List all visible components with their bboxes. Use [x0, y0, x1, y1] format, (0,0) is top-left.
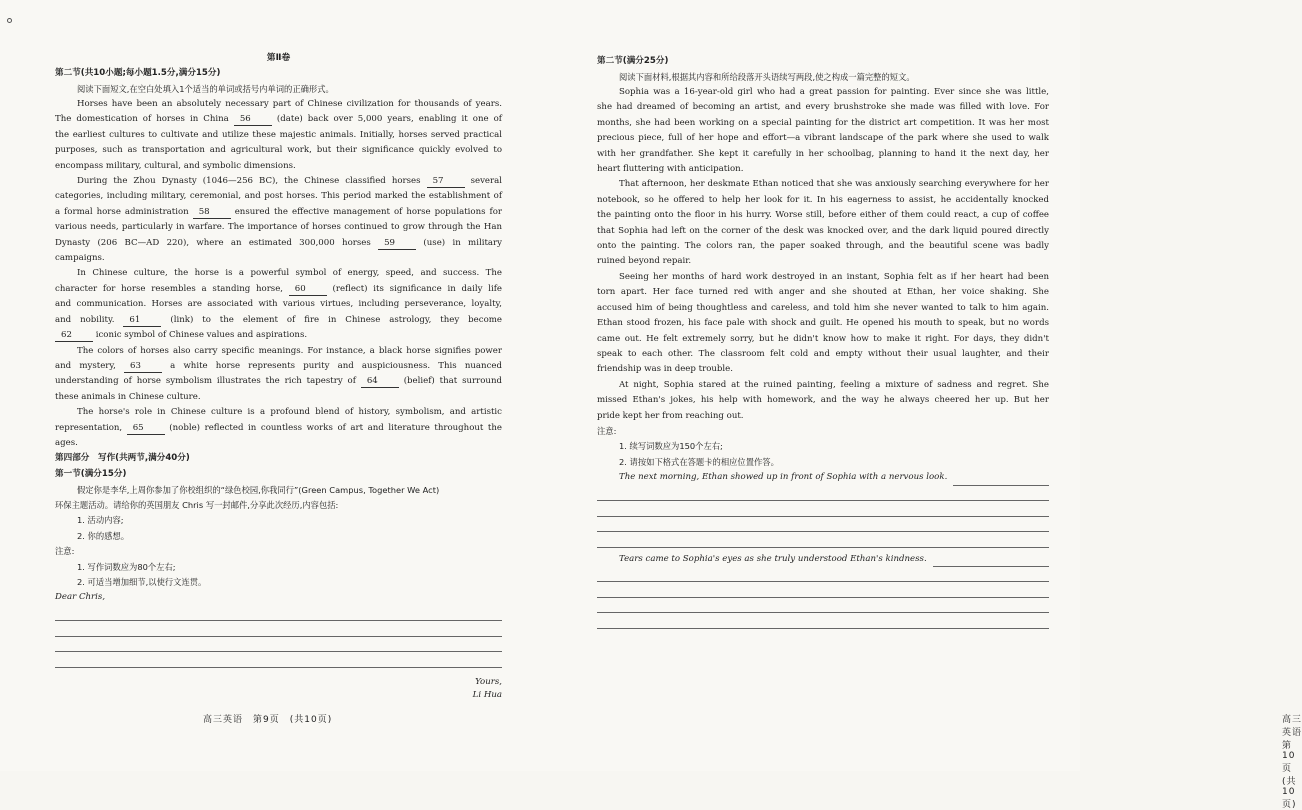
answer-line[interactable]: [55, 621, 502, 637]
text-segment: character for horse resembles a standing horse,: [55, 283, 289, 294]
text-line: speak to each other. The classroom felt cold and empty without their usual laughter, and their: [597, 348, 1049, 359]
text-segment: a formal horse administration: [55, 206, 193, 217]
answer-line[interactable]: [953, 475, 1049, 486]
prompt-line-2: [597, 552, 1049, 567]
text-line: [55, 313, 502, 328]
writing-task-line-2: 环保主题活动。请给你的英国朋友 Chris 写一封邮件,分享此次经历,内容包括:: [55, 499, 339, 510]
text-line: the painting onto the floor in his hurry. Worse still, before either of them could react, a cup of coffee: [597, 210, 1049, 221]
section2-instruction: 阅读下面短文,在空白处填入1个适当的单词或括号内单词的正确形式。: [77, 83, 334, 94]
signature: Li Hua: [472, 689, 502, 700]
writing-point-1: 1. 活动内容;: [77, 515, 124, 526]
text-line: Sophia was a 16-year-old girl who had a great passion for painting. Ever since she was little,: [619, 87, 1049, 97]
writing-section1-heading: 第一节(满分15分): [55, 468, 127, 479]
text-line: heart fluttering with anticipation.: [597, 164, 744, 175]
writing-task-line-1: 假定你是李华,上周你参加了你校组织的“绿色校园,你我同行”(Green Campus, Together We Act): [77, 484, 440, 495]
text-segment: ensured the effective management of horse populations for: [230, 206, 502, 217]
passage-paragraph-5: [55, 405, 502, 451]
page-footer: 高三英语 第9页 (共10页): [203, 715, 333, 725]
text-line: friendship was in deep trouble.: [597, 364, 733, 375]
answer-line[interactable]: [597, 582, 1049, 598]
text-line: the earliest cultures to cultivate and utilize these majestic animals. Initially, horses served practical: [55, 129, 502, 140]
text-line: [55, 205, 502, 220]
text-segment: During the Zhou Dynasty (1046—256 BC), the Chinese classified horses: [77, 176, 427, 187]
story-paragraph-2: [597, 177, 1049, 269]
answer-line[interactable]: [597, 567, 1049, 583]
passage-paragraph-1: [55, 97, 502, 174]
right-page: [540, 0, 1302, 810]
prompt-1: The next morning, Ethan showed up in front of Sophia with a nervous look.: [619, 472, 948, 483]
text-segment: Dynasty (206 BC—AD 220), where an estimated 300,000 horses: [55, 237, 379, 248]
text-line: torn apart. Her face turned red with anger and she shouted at Ethan, her voice shaking. She: [597, 287, 1049, 298]
blank-59[interactable]: 59: [378, 238, 416, 250]
story-paragraph-4: [597, 378, 1049, 424]
text-segment: and nobility.: [55, 314, 124, 325]
text-segment: representation,: [55, 422, 127, 433]
salutation: Dear Chris,: [55, 592, 106, 603]
text-segment: (use) in military: [416, 237, 502, 248]
text-segment: several: [464, 176, 502, 187]
binding-mark: [7, 18, 12, 23]
writing-point-2: 2. 你的感想。: [77, 530, 130, 541]
text-line: ages.: [55, 437, 78, 448]
blank-64[interactable]: 64: [361, 376, 399, 388]
answer-line[interactable]: [55, 637, 502, 653]
text-line: these animals in Chinese culture.: [55, 391, 201, 402]
text-line: precious piece, full of her hope and effort—a vibrant landscape of the park where she used to walk: [597, 133, 1049, 144]
answer-line[interactable]: [933, 556, 1049, 567]
text-line: Horses have been an absolutely necessary part of Chinese civilization for thousands of years.: [77, 99, 502, 109]
blank-61[interactable]: 61: [123, 315, 161, 327]
continuation-heading: 第二节(满分25分): [597, 56, 669, 66]
text-line: missed Ethan's jokes, his help with homework, and the way he always cheered her up. But her: [597, 395, 1049, 406]
note-1: 1. 续写词数应为150个左右;: [619, 441, 723, 452]
text-segment: a white horse represents purity and auspiciousness. This nuanced: [162, 360, 502, 371]
blank-63[interactable]: 63: [124, 361, 162, 373]
text-line: In Chinese culture, the horse is a powerful symbol of energy, speed, and success. The: [77, 268, 502, 279]
text-line: The horse's role in Chinese culture is a profound blend of history, symbolism, and artistic: [77, 407, 502, 418]
text-line: campaigns.: [55, 253, 105, 264]
page-footer: 高三英语 第10页 (共10页): [1282, 715, 1302, 810]
blank-58[interactable]: 58: [193, 207, 231, 219]
section2-heading: 第二节(共10小题;每小题1.5分,满分15分): [55, 68, 221, 78]
text-line: notebook, so he offered to help her look for it. In his eagerness to assist, he accidentally knocked: [597, 194, 1049, 205]
passage-paragraph-4: [55, 344, 502, 406]
answer-line[interactable]: [597, 501, 1049, 517]
text-line: encompass military, cultural, and symbolic dimensions.: [55, 160, 296, 171]
text-line: [55, 174, 502, 189]
text-line: [55, 328, 502, 343]
text-line: ruined beyond repair.: [597, 256, 692, 267]
answer-line[interactable]: [597, 598, 1049, 614]
text-line: she had dreamed of becoming an artist, and every brushstroke she made was filled with love. For: [597, 102, 1049, 113]
text-line: onto the painting. The colors ran, the paper soaked through, and the beautiful scene was badly: [597, 241, 1049, 252]
story-paragraph-3: [597, 270, 1049, 378]
text-line: Seeing her months of hard work destroyed in an instant, Sophia felt as if her heart had been: [619, 271, 1049, 282]
text-line: At night, Sophia stared at the ruined painting, feeling a mixture of sadness and regret. She: [619, 379, 1049, 390]
blank-60[interactable]: 60: [289, 284, 327, 296]
text-segment: The domestication of horses in China: [55, 114, 234, 125]
closing: Yours,: [475, 676, 502, 687]
text-line: pride kept her from reaching out.: [597, 410, 744, 421]
answer-line[interactable]: [597, 532, 1049, 548]
answer-line[interactable]: [597, 486, 1049, 502]
text-line: months, she had been working on a special painting for the district art competition. It was her most: [597, 117, 1049, 128]
prompt-2: Tears came to Sophia's eyes as she truly understood Ethan's kindness.: [619, 553, 927, 564]
passage-paragraph-3: [55, 266, 502, 343]
continuation-instruction: 阅读下面材料,根据其内容和所给段落开头语续写两段,使之构成一篇完整的短文。: [619, 71, 915, 82]
text-segment: (link) to the element of fire in Chinese astrology, they become: [161, 314, 502, 325]
story-paragraph-1: [597, 85, 1049, 177]
right-column: [597, 54, 1049, 629]
blank-57[interactable]: 57: [427, 176, 465, 188]
note-label: 注意:: [55, 546, 75, 557]
left-page: [0, 0, 540, 771]
note-1: 1. 写作词数应为80个左右;: [77, 561, 176, 572]
text-segment: and mystery,: [55, 360, 124, 371]
text-segment: (noble) reflected in countless works of art and literature throughout the: [164, 422, 503, 433]
text-line: categories, including military, ceremonial, and post horses. This period marked the establishment of: [55, 191, 502, 202]
blank-65[interactable]: 65: [127, 423, 165, 435]
volume-title: 第Ⅱ卷: [266, 53, 291, 63]
answer-line[interactable]: [55, 652, 502, 668]
text-line: purposes, such as transportation and agricultural work, but their significance quickly evolved to: [55, 145, 502, 156]
answer-line[interactable]: [597, 613, 1049, 629]
text-segment: understanding of horse symbolism illustrates the rich tapestry of: [55, 376, 361, 387]
note-label: 注意:: [597, 425, 617, 436]
text-line: and communication. Horses are associated with various virtues, including perseverance, loyalty,: [55, 299, 502, 310]
text-line: various needs, particularly in warfare. The importance of horses continued to grow through the Han: [55, 222, 502, 233]
blank-62[interactable]: 62: [55, 330, 93, 342]
answer-line[interactable]: [597, 517, 1049, 533]
passage-paragraph-2: [55, 174, 502, 266]
text-line: [55, 236, 502, 251]
text-line: Ethan stood frozen, his face pale with shock and guilt. He opened his mouth to speak, but no words: [597, 318, 1049, 329]
text-line: [55, 421, 502, 436]
text-line: came out. He felt extremely sorry, but he didn't know how to make it right. For days, they didn't: [597, 333, 1049, 344]
part4-heading: 第四部分 写作(共两节,满分40分): [55, 453, 190, 464]
text-line: [55, 374, 502, 389]
text-line: That afternoon, her deskmate Ethan noticed that she was anxiously searching everywhere for her: [619, 179, 1049, 190]
text-segment: iconic symbol of Chinese values and aspirations.: [93, 330, 308, 341]
note-2: 2. 可适当增加细节,以使行文连贯。: [77, 576, 207, 587]
text-line: [55, 112, 502, 127]
text-line: [55, 282, 502, 297]
text-line: [55, 359, 502, 374]
text-segment: (reflect) its significance in daily life: [326, 283, 502, 294]
answer-line[interactable]: [55, 606, 502, 622]
text-line: that Sophia had left on the corner of the desk was knocked over, and the dark liquid poured directly: [597, 225, 1049, 236]
left-column: [55, 50, 502, 702]
prompt-line-1: [597, 470, 1049, 485]
text-segment: (date) back over 5,000 years, enabling it one of: [271, 114, 502, 125]
text-line: with her grandfather. She kept it carefully in her schoolbag, planning to hand it the next day, her: [597, 148, 1049, 159]
text-line: accused him of being thoughtless and careless, and told him she never wanted to talk to him again.: [597, 302, 1049, 313]
text-segment: (belief) that surround: [398, 376, 502, 387]
note-2: 2. 请按如下格式在答题卡的相应位置作答。: [619, 456, 779, 467]
blank-56[interactable]: 56: [234, 114, 272, 126]
text-line: The colors of horses also carry specific meanings. For instance, a black horse signifies power: [77, 345, 502, 356]
